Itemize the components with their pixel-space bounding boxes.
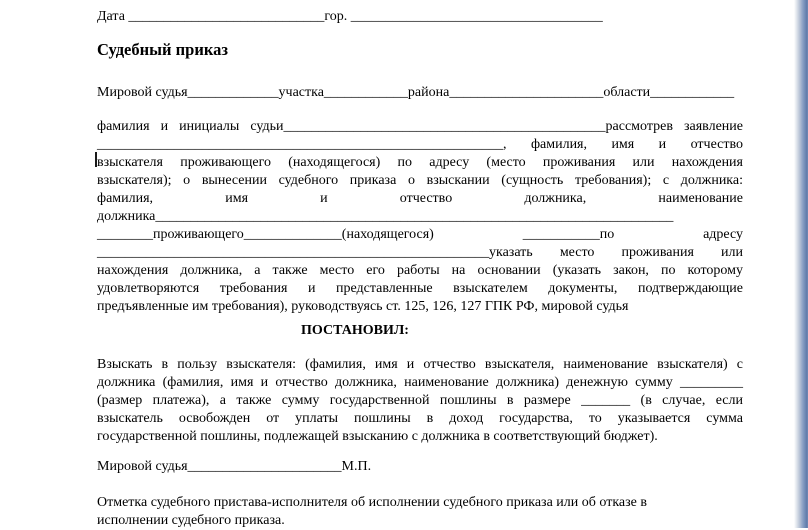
resolution-line: должника (фамилия, имя и отчество должника, наименование должника) денежную сумму _________ <box>97 375 743 390</box>
preamble-line: фамилия, имя и отчество должника, наименование <box>97 191 743 206</box>
document-edit-area[interactable] <box>97 8 743 530</box>
preamble-line: фамилия и инициалы судьи______________________________________________рассмотрев заявление <box>97 119 743 134</box>
resolution-heading: ПОСТАНОВИЛ: <box>301 323 409 338</box>
preamble-line: взыскателя проживающего (находящегося) по адресу (место проживания или нахождения <box>97 155 743 170</box>
preamble-line: взыскателя); о вынесении судебного приказа о взыскании (сущность требования); с должника: <box>97 173 743 188</box>
preamble-paragraph <box>97 118 743 316</box>
preamble-line: __________________________________________________________, фамилия, имя и отчество <box>97 137 743 152</box>
text-cursor <box>95 152 97 167</box>
preamble-line: ________________________________________________________указать место проживания или <box>97 245 743 260</box>
judge-line: Мировой судья_____________участка____________района______________________области____________ <box>97 85 735 100</box>
preamble-line: нахождения должника, а также место его работы на основании (указать закон, по которому <box>97 263 743 278</box>
preamble-line: должника__________________________________________________________________________ <box>97 209 674 224</box>
date-line: Дата ____________________________гор. ____________________________________ <box>97 9 603 24</box>
window-border-right[interactable] <box>794 0 808 528</box>
preamble-line: предъявленные им требования), руководствуясь ст. 125, 126, 127 ГПК РФ, мировой судья <box>97 299 629 314</box>
bailiff-note-paragraph <box>97 494 743 530</box>
document-title: Судебный приказ <box>97 40 228 59</box>
preamble-line: удовлетворяются требования и представленные взыскателем документы, подтверждающие <box>97 281 743 296</box>
resolution-line: (размер платежа), а также сумму государственной пошлины в размере _______ (в случае, если <box>97 393 743 408</box>
bailiff-note-line: Отметка судебного пристава-исполнителя об исполнении судебного приказа или об отказе в <box>97 495 647 510</box>
resolution-paragraph <box>97 356 743 446</box>
preamble-line: ________проживающего______________(находящегося) ___________по адресу <box>97 227 743 242</box>
resolution-line: Взыскать в пользу взыскателя: (фамилия, имя и отчество взыскателя, наименование взыскателя) с <box>97 357 743 372</box>
resolution-line: государственной пошлины, подлежащей взысканию с должника в соответствующий бюджет). <box>97 429 658 444</box>
resolution-line: взыскатель освобожден от уплаты пошлины в доход государства, то указывается сумма <box>97 411 743 426</box>
judge-signature-line: Мировой судья______________________М.П. <box>97 459 372 474</box>
bailiff-note-line: исполнении судебного приказа. <box>97 513 285 528</box>
